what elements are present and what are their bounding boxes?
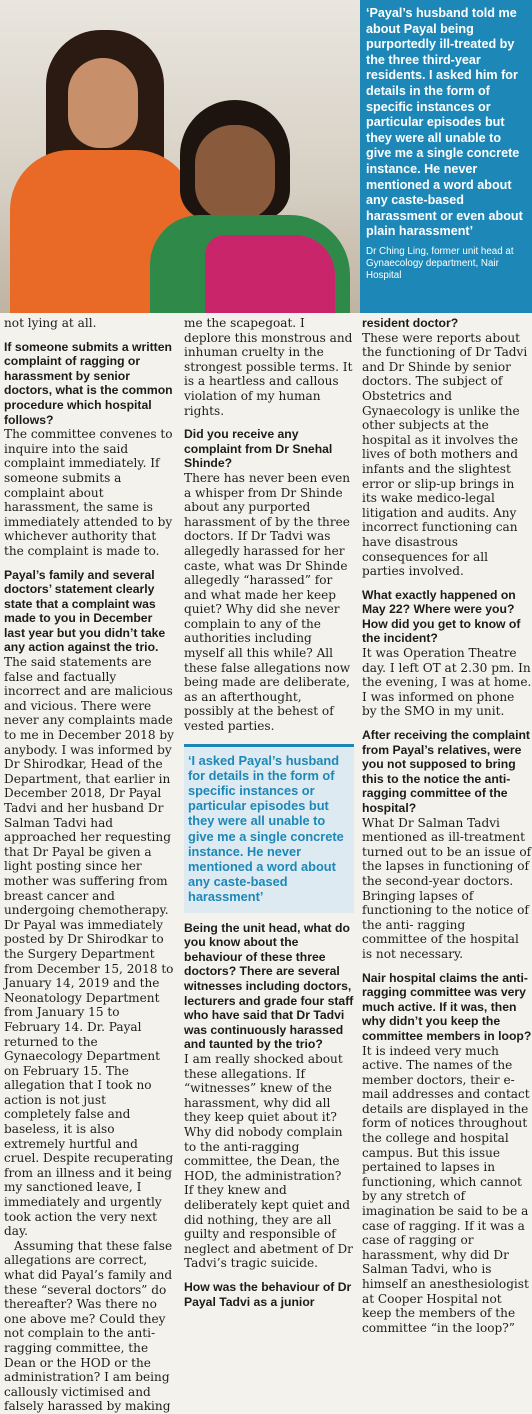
column-2 xyxy=(184,316,354,1309)
quote-box-text: ‘Payal’s husband told me about Payal being purportedly ill-treated by the three third-year residents. I asked him for details in the form of specific instances or particular episodes but they were all unable to give me a single concrete instance. He never mentioned a word about any caste-based harassment or even about plain harassment’ xyxy=(366,6,523,239)
question-heading: Nair hospital claims the anti-ragging committee was very much active. If it was, then why didn’t you keep the committee members in loop? xyxy=(362,970,532,1043)
question-heading: Being the unit head, what do you know about the behaviour of these three doctors? There are several witnesses including doctors, lecturers and grade four staff who have said that Dr Tadvi was continuously harassed and taunted by the trio? xyxy=(184,920,354,1052)
question-heading: Payal’s family and several doctors’ statement clearly state that a complaint was made to you in December last year but you didn’t take any action against the trio. xyxy=(4,567,166,655)
quote-box-attribution: Dr Ching Ling, former unit head at Gynaecology department, Nair Hospital xyxy=(366,245,514,281)
question-heading: After receiving the complaint from Payal’s relatives, were you not supposed to bring this to the notice the anti-ragging committee of the hospital? xyxy=(362,728,530,815)
column-3 xyxy=(362,316,532,1335)
answer-paragraph: not lying at all. xyxy=(4,316,97,330)
question-heading: How was the behaviour of Dr Payal Tadvi as a junior xyxy=(184,1279,352,1309)
answer-paragraph: What Dr Salman Tadvi mentioned as ill-treatment turned out to be an issue of the lapses in functioning of the second-year doctors. Bringing lapses of functioning to the notice of the anti- ragging committee of the hospital is not necessary. xyxy=(362,815,532,961)
quote-box xyxy=(360,0,532,313)
question-heading: resident doctor? xyxy=(362,316,459,330)
answer-paragraph: The committee convenes to inquire into the said complaint immediately. If someone submits a complaint about harassment, the same is immediately attended to by whichever authority that the complaint is made to. xyxy=(4,427,173,558)
question-heading: If someone submits a written complaint of ragging or harassment by senior doctors, what is the common procedure which hospital follows? xyxy=(4,339,173,427)
pull-quote: ‘I asked Payal’s husband for details in the form of specific instances or particular episodes but they were all unable to give me a single concrete instance. He never mentioned a word about any caste-based harassment’ xyxy=(184,744,354,913)
answer-paragraph: Assuming that these false allegations are correct, what did Payal’s family and these “several doctors” do thereafter? Was there no one above me? Could they not complain to the anti-ragging committee, the Dean or the HOD or the administration? I am being callously victimised and falsely harassed by making xyxy=(4,1238,173,1414)
answer-paragraph: It was Operation Theatre day. I left OT at 2.30 pm. In the evening, I was at home. I was informed on phone by the SMO in my unit. xyxy=(362,646,532,719)
answer-paragraph: These were reports about the functioning of Dr Tadvi and Dr Shinde by senior doctors. The subject of Obstetrics and Gynaecology is unlike the other subjects at the hospital as it involves the lives of both mothers and infants and the slightest error or slip-up brings in its wake medico-legal litigation and audits. Any incorrect functioning can have disastrous consequences for all parties involved. xyxy=(362,330,528,579)
answer-paragraph: It is indeed very much active. The names of the member doctors, their e-mail addresses and contact details are displayed in the form of notices throughout the college and hospital campus. But this issue pertained to lapses in functioning, which cannot by any stretch of imagination be said to be a case of ragging. If it was a case of ragging or harassment, why did Dr Salman Tadvi, who is himself an anesthesiologist at Cooper Hospital not keep the members of the committee “in the loop?” xyxy=(362,1043,530,1335)
question-heading: What exactly happened on May 22? Where were you? How did you get to know of the incident? xyxy=(362,587,521,646)
question-heading: Did you receive any complaint from Dr Snehal Shinde? xyxy=(184,427,333,471)
column-1 xyxy=(4,316,174,1414)
answer-paragraph: There has never been even a whisper from Dr Shinde about any purported harassment of by the three doctors. If Dr Tadvi was allegedly harassed for her caste, what was Dr Shinde allegedly “harassed” for and what made her keep quiet? Why did she never complain to any of the authorities including myself all this while? All these false allegations now being made are deliberate, as an afterthought, possibly at the behest of vested parties. xyxy=(184,470,351,734)
answer-paragraph: The said statements are false and factually incorrect and are malicious and vicious. There were never any complaints made to me in December 2018 by anybody. I was informed by Dr Shirodkar, Head of the Department, that earlier in December 2018, Dr Payal Tadvi and her husband Dr Salman Tadvi had approached her requesting that Dr Payal be given a light posting since her mother was suffering from breast cancer and undergoing chemotherapy. Dr Payal was immediately posted by Dr Shirodkar to the Surgery Department from December 15, 2018 to January 14, 2019 and the Neonatology Department from January 15 to February 14. Dr. Payal returned to the Gynaecology Department on February 15. The allegation that I took no action is not just completely false and baseless, it is also extremely hurtful and cruel. Despite recuperating from an illness and it being my sanctioned leave, I immediately and urgently took action the very next day. xyxy=(4,655,174,1239)
answer-paragraph: me the scapegoat. I deplore this monstrous and inhuman cruelty in the strongest possible terms. It is a heartless and callous violation of my human rights. xyxy=(184,316,353,418)
article-photo xyxy=(0,0,360,313)
answer-paragraph: I am really shocked about these allegations. If “witnesses” knew of the harassment, why did all they keep quiet about it? Why did nobody complain to the anti-ragging committee, the Dean, the HOD, the administration? If they knew and deliberately kept quiet and did nothing, they are all guilty and responsible of neglect and abetment of Dr Tadvi’s tragic suicide. xyxy=(184,1052,353,1271)
